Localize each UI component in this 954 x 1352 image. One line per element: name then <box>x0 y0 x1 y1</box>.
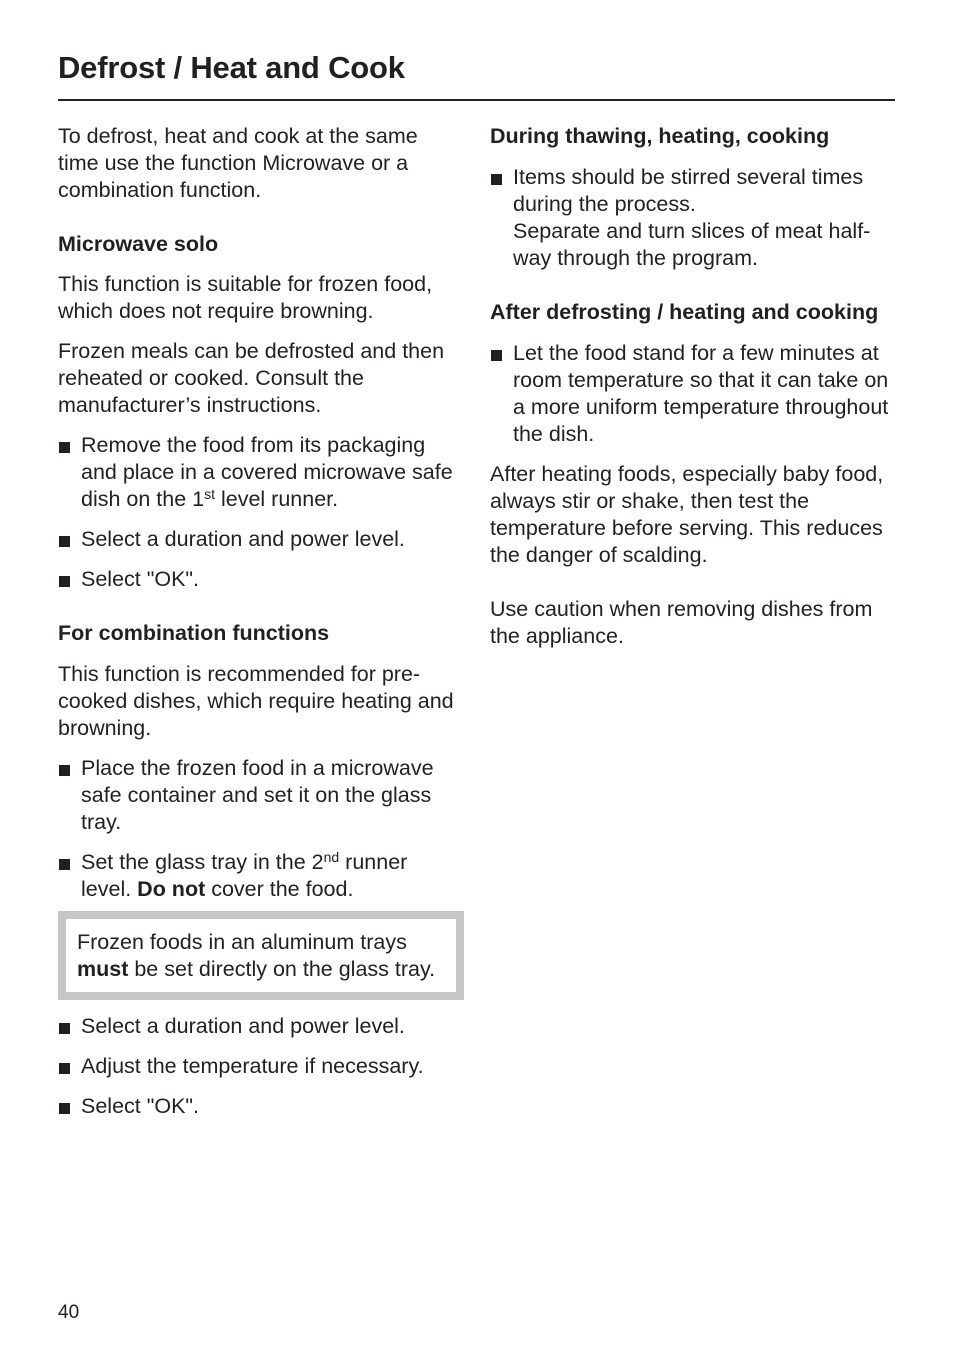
list-item: Select "OK". <box>58 566 458 593</box>
list-item: Select a duration and power level. <box>58 526 458 553</box>
microwave-solo-heading: Microwave solo <box>58 232 219 256</box>
bullet-square-icon <box>491 350 502 361</box>
list-item: Set the glass tray in the 2nd runner level. Do not cover the food. <box>58 849 458 903</box>
list-item: Items should be stirred several times during the process. Separate and turn slices of meat half-way through the program. <box>490 164 890 272</box>
bullet-square-icon <box>59 576 70 587</box>
list-item: Let the food stand for a few minutes at room temperature so that it can take on a more uniform temperature throughout the dish. <box>490 340 890 448</box>
left-column <box>58 123 458 1120</box>
list-item: Place the frozen food in a microwave safe container and set it on the glass tray. <box>58 755 458 836</box>
bullet-square-icon <box>59 859 70 870</box>
list-item: Select a duration and power level. <box>58 1013 458 1040</box>
bullet-square-icon <box>59 1063 70 1074</box>
right-column <box>490 123 890 650</box>
after-heading: After defrosting / heating and cooking <box>490 300 879 324</box>
list-item: Select "OK". <box>58 1093 458 1120</box>
page-number: 40 <box>58 1302 80 1323</box>
intro-paragraph: To defrost, heat and cook at the same time use the function Microwave or a combination function. <box>58 124 418 202</box>
list-item: Remove the food from its packaging and place in a covered microwave safe dish on the 1st level runner. <box>58 432 458 513</box>
bullet-square-icon <box>59 765 70 776</box>
bullet-square-icon <box>59 536 70 547</box>
during-heading: During thawing, heating, cooking <box>490 124 830 148</box>
bullet-square-icon <box>491 174 502 185</box>
list-item: Adjust the temperature if necessary. <box>58 1053 458 1080</box>
microwave-paragraph-2: Frozen meals can be defrosted and then reheated or cooked. Consult the manufacturer’s instructions. <box>58 339 445 417</box>
microwave-paragraph-1: This function is suitable for frozen food, which does not require browning. <box>58 272 433 323</box>
after-paragraph-2: Use caution when removing dishes from the appliance. <box>490 597 873 648</box>
bullet-square-icon <box>59 1023 70 1034</box>
after-paragraph-1: After heating foods, especially baby food, always stir or shake, then test the temperature before serving. This reduces the danger of scalding. <box>490 462 884 567</box>
warning-box: Frozen foods in an aluminum trays must be set directly on the glass tray. <box>58 911 464 1000</box>
title-rule <box>58 99 895 101</box>
bullet-square-icon <box>59 1103 70 1114</box>
combination-paragraph: This function is recommended for pre-cooked dishes, which require heating and browning. <box>58 662 454 740</box>
bullet-square-icon <box>59 442 70 453</box>
page-title: Defrost / Heat and Cook <box>58 50 405 85</box>
combination-heading: For combination functions <box>58 621 330 645</box>
